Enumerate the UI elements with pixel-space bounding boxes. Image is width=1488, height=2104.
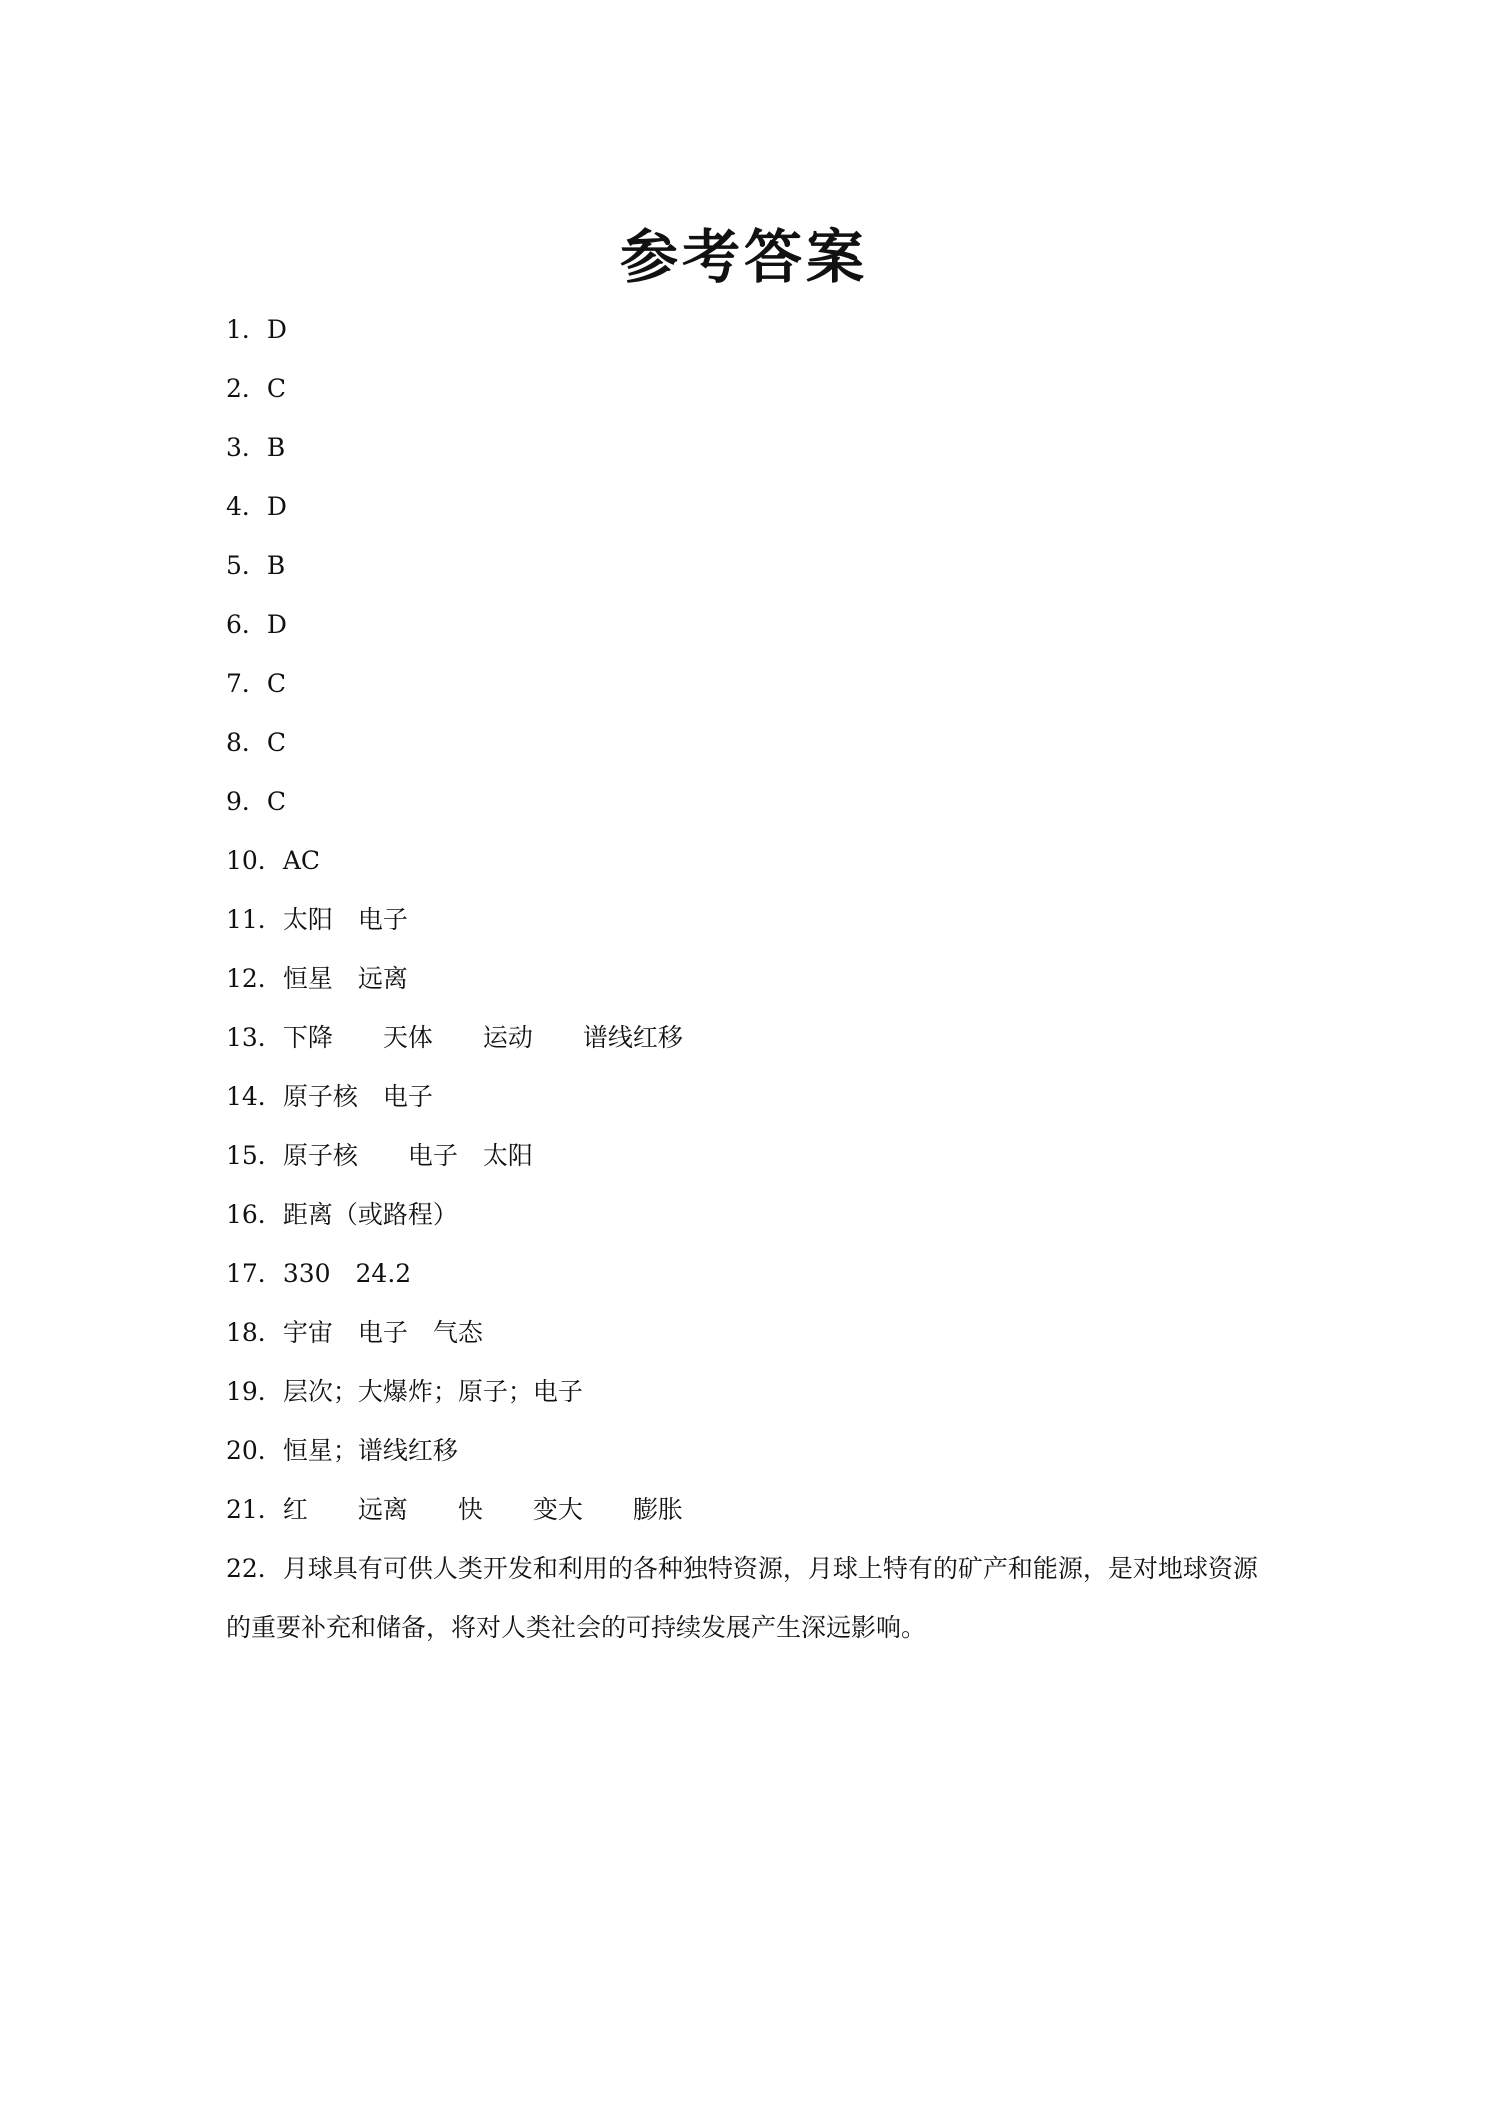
answer-text: D	[266, 492, 287, 521]
answer-number: 18．	[226, 1318, 283, 1347]
answer-item-22	[226, 1539, 1276, 1657]
answer-text: D	[266, 315, 287, 344]
answer-item-13	[226, 1018, 1276, 1077]
answer-text: 距离（或路程）	[282, 1200, 458, 1229]
answer-number: 17．	[226, 1259, 283, 1288]
answer-text: 月球具有可供人类开发和利用的各种独特资源，月球上特有的矿产和能源，是对地球资源的重要补充和储备，将对人类社会的可持续发展产生深远影响。	[226, 1554, 1258, 1642]
answer-number: 16．	[226, 1200, 283, 1229]
answer-item-20	[226, 1431, 1276, 1490]
answer-number: 3．	[226, 433, 267, 462]
answer-item-8	[226, 723, 1276, 782]
answer-text: 红 远离 快 变大 膨胀	[282, 1495, 683, 1524]
answer-item-3	[226, 428, 1276, 487]
answer-number: 21．	[226, 1495, 283, 1524]
answer-number: 7．	[226, 669, 267, 698]
answer-number: 22．	[226, 1554, 283, 1583]
answer-text: D	[266, 610, 287, 639]
answer-text: 原子核 电子 太阳	[282, 1141, 533, 1170]
answer-text: 宇宙 电子 气态	[282, 1318, 483, 1347]
answer-text: C	[266, 728, 287, 757]
answer-item-4	[226, 487, 1276, 546]
answer-number: 14．	[226, 1082, 283, 1111]
answer-number: 19．	[226, 1377, 283, 1406]
answer-number: 20．	[226, 1436, 283, 1465]
answer-item-2	[226, 369, 1276, 428]
answer-number: 11．	[226, 905, 283, 934]
answer-text: B	[266, 551, 286, 580]
answer-item-7	[226, 664, 1276, 723]
answer-text: 恒星；谱线红移	[282, 1436, 458, 1465]
answer-item-12	[226, 959, 1276, 1018]
answer-item-16	[226, 1195, 1276, 1254]
answer-text: B	[266, 433, 286, 462]
answer-item-18	[226, 1313, 1276, 1372]
answer-item-9	[226, 782, 1276, 841]
answer-text: AC	[282, 846, 320, 875]
answer-item-1	[226, 310, 1276, 369]
answer-number: 1．	[226, 315, 267, 344]
answer-number: 5．	[226, 551, 267, 580]
answer-number: 10．	[226, 846, 283, 875]
answer-list	[226, 310, 1276, 1657]
page-title: 参考答案	[619, 223, 868, 291]
answer-number: 12．	[226, 964, 283, 993]
answer-number: 9．	[226, 787, 267, 816]
answer-item-15	[226, 1136, 1276, 1195]
answer-number: 8．	[226, 728, 267, 757]
answer-number: 13．	[226, 1023, 283, 1052]
answer-text: 330 24.2	[282, 1259, 412, 1288]
answer-item-5	[226, 546, 1276, 605]
answer-number: 15．	[226, 1141, 283, 1170]
answer-number: 4．	[226, 492, 267, 521]
answer-text: C	[266, 374, 287, 403]
answer-text: C	[266, 787, 287, 816]
answer-text: 恒星 远离	[282, 964, 408, 993]
answer-number: 2．	[226, 374, 267, 403]
answer-item-11	[226, 900, 1276, 959]
answer-item-14	[226, 1077, 1276, 1136]
answer-item-17	[226, 1254, 1276, 1313]
answer-text: C	[266, 669, 287, 698]
answer-text: 太阳 电子	[282, 905, 408, 934]
answer-text: 原子核 电子	[282, 1082, 433, 1111]
answer-item-6	[226, 605, 1276, 664]
answer-item-10	[226, 841, 1276, 900]
answer-text: 层次；大爆炸；原子；电子	[282, 1377, 583, 1406]
answer-text: 下降 天体 运动 谱线红移	[282, 1023, 683, 1052]
answer-number: 6．	[226, 610, 267, 639]
answer-item-19	[226, 1372, 1276, 1431]
